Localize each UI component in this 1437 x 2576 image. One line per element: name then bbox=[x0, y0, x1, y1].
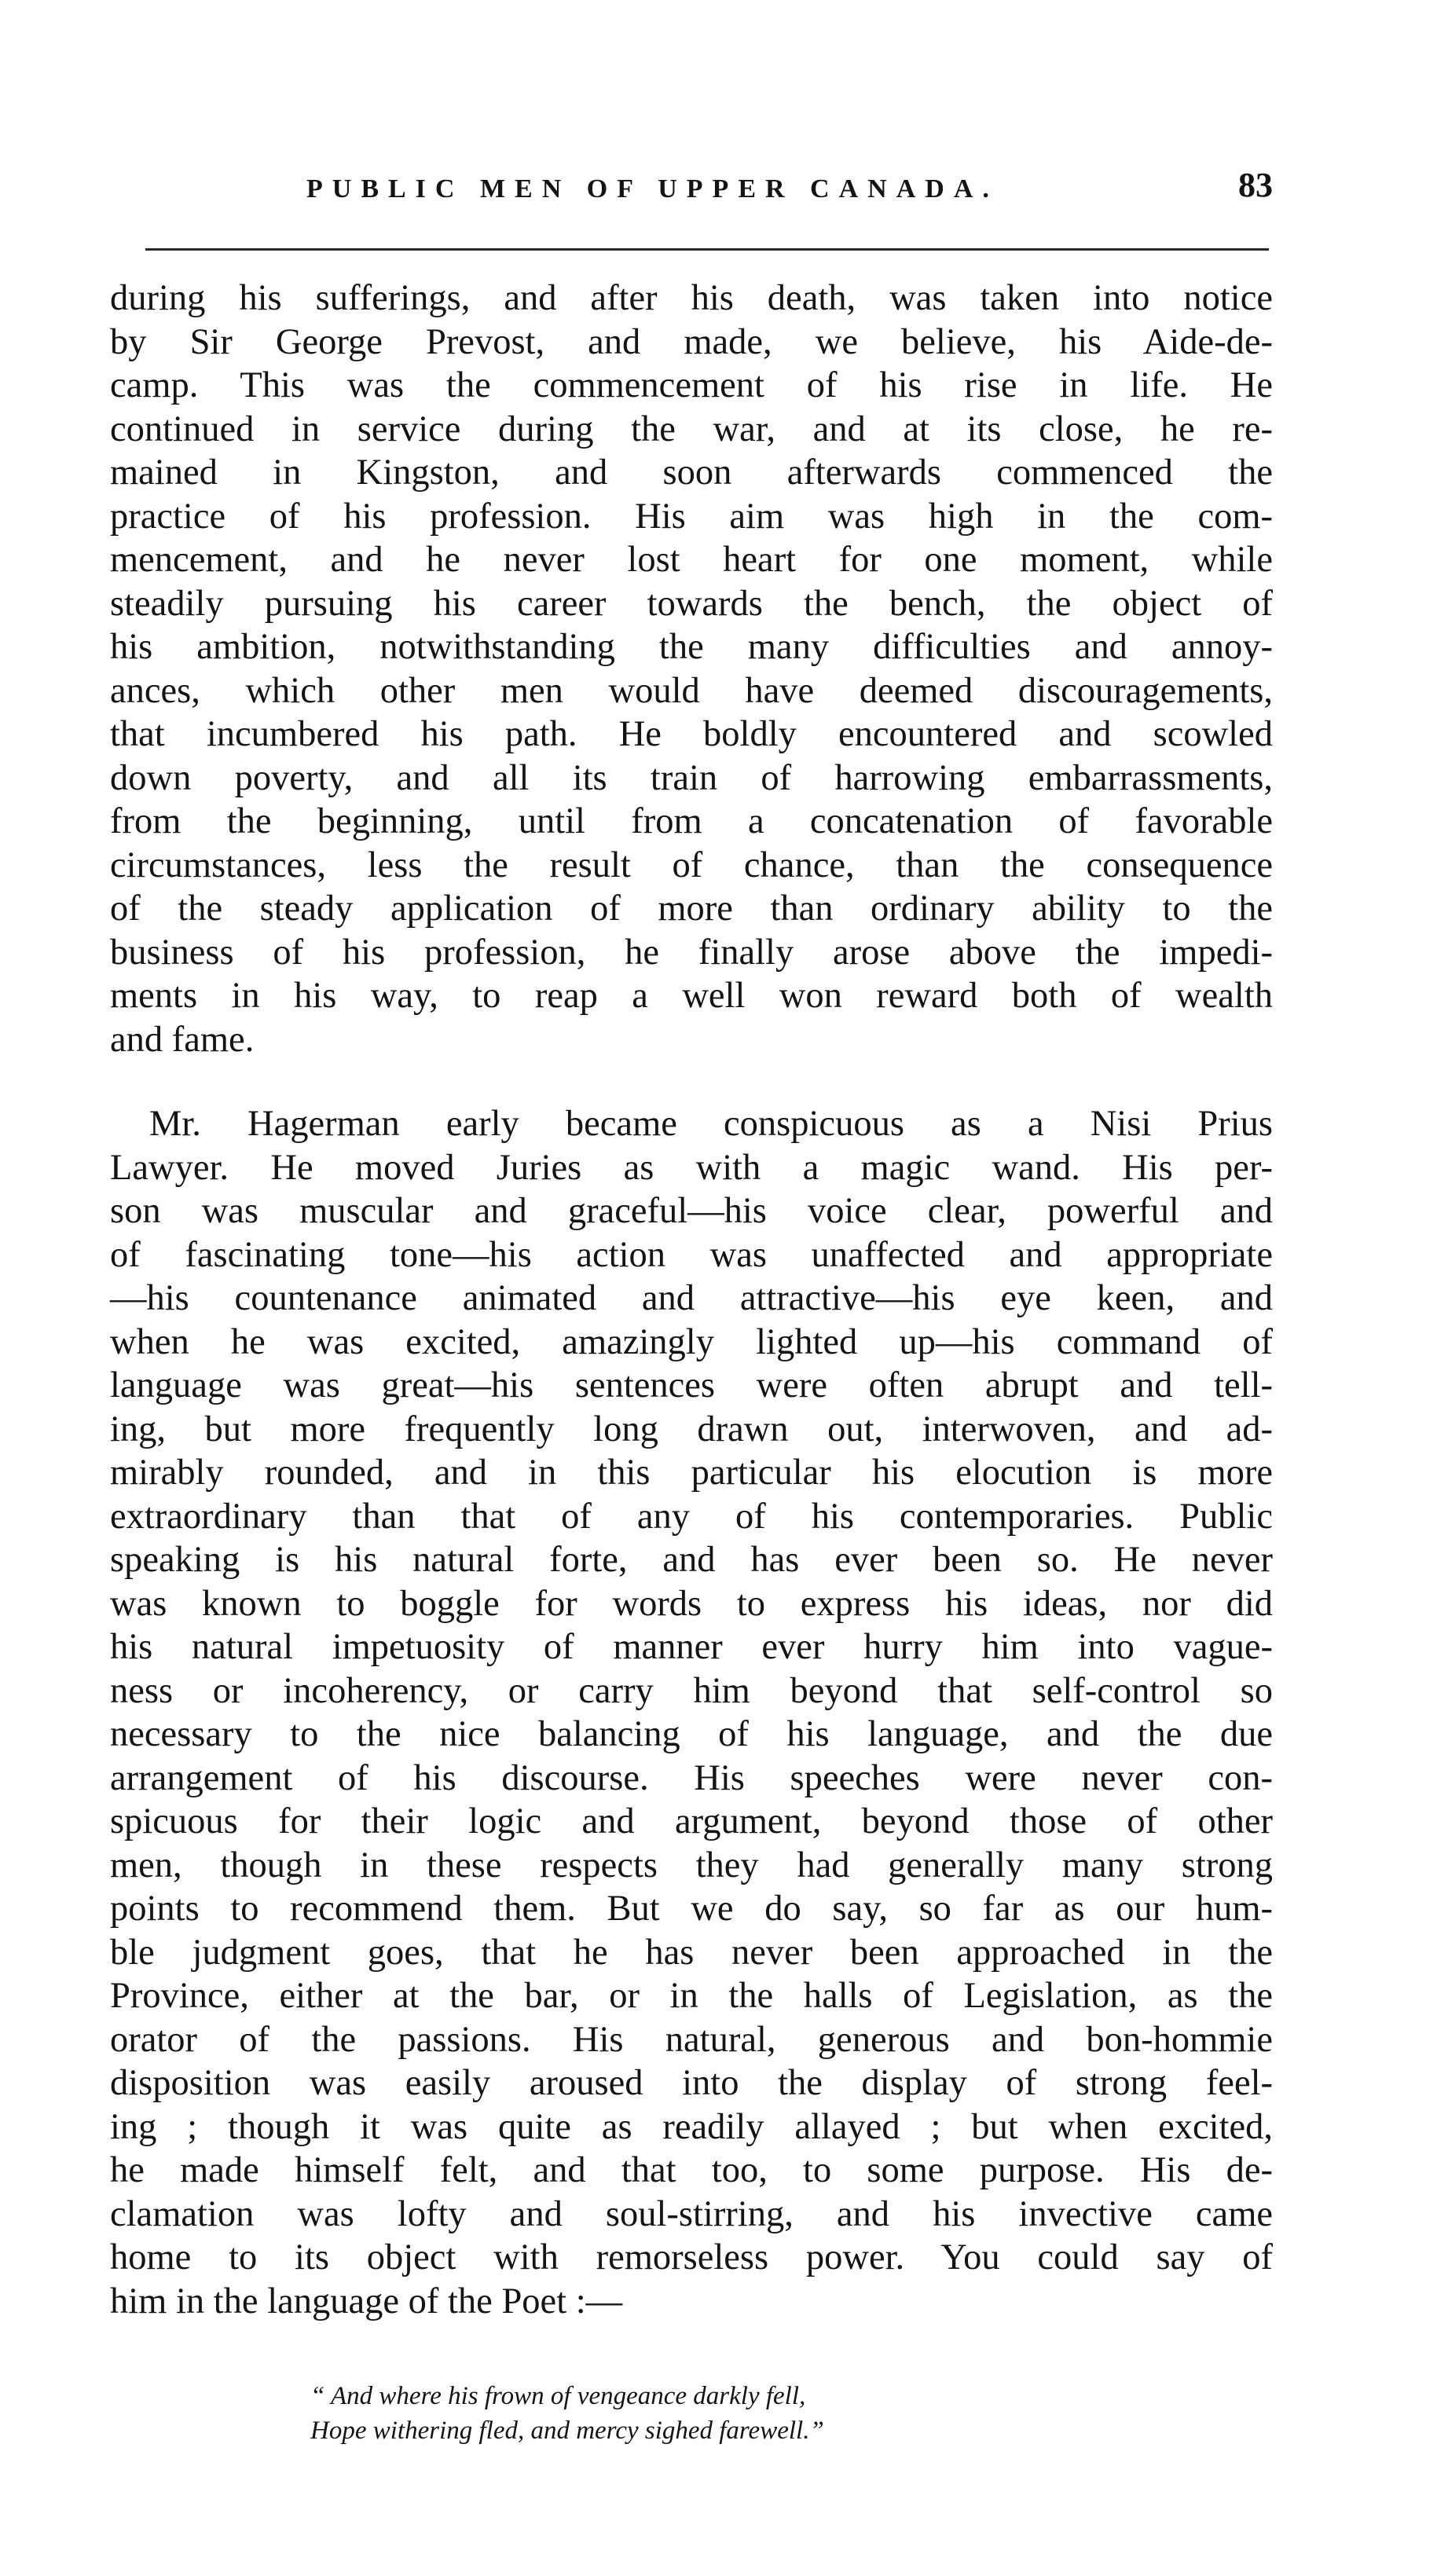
text-line: arrangement of his discourse. His speeches were never con- bbox=[110, 1757, 1273, 1798]
poetry-quotation bbox=[310, 2379, 1096, 2448]
text-line: spicuous for their logic and argument, beyond those of other bbox=[110, 1801, 1273, 1841]
running-title: PUBLIC MEN OF UPPER CANADA. bbox=[306, 174, 999, 203]
text-line: home to its object with remorseless power. You could say of bbox=[110, 2237, 1273, 2277]
text-line: —his countenance animated and attractive—his eye keen, and bbox=[110, 1278, 1273, 1318]
text-line: mirably rounded, and in this particular his elocution is more bbox=[110, 1453, 1273, 1493]
text-line: his ambition, notwithstanding the many difficulties and annoy- bbox=[110, 627, 1273, 667]
paragraph-early-career bbox=[110, 277, 1273, 1061]
text-line: down poverty, and all its train of harrowing embarrassments, bbox=[110, 757, 1273, 798]
text-line: necessary to the nice balancing of his language, and the due bbox=[110, 1714, 1273, 1754]
text-line: circumstances, less the result of chance, than the consequence bbox=[110, 845, 1273, 885]
text-line: extraordinary than that of any of his contemporaries. Public bbox=[110, 1496, 1273, 1537]
text-line: language was great—his sentences were often abrupt and tell- bbox=[110, 1365, 1273, 1405]
text-line: speaking is his natural forte, and has ever been so. He never bbox=[110, 1540, 1273, 1580]
quote-line-2: Hope withering fled, and mercy sighed farewell.” bbox=[310, 2417, 824, 2445]
page-number: 83 bbox=[1238, 166, 1273, 204]
text-line: he made himself felt, and that too, to some purpose. His de- bbox=[110, 2150, 1273, 2190]
text-line: business of his profession, he finally arose above the impedi- bbox=[110, 932, 1273, 973]
text-line: of fascinating tone—his action was unaffected and appropriate bbox=[110, 1234, 1273, 1275]
text-line: mained in Kingston, and soon afterwards commenced the bbox=[110, 453, 1273, 493]
text-line: mencement, and he never lost heart for one moment, while bbox=[110, 540, 1273, 580]
paragraph-nisi-prius-lawyer bbox=[110, 1102, 1273, 2323]
quote-line-1: “ And where his frown of vengeance darkly fell, bbox=[310, 2382, 806, 2410]
body-text bbox=[110, 277, 1273, 2323]
text-line: Province, either at the bar, or in the halls of Legislation, as the bbox=[110, 1976, 1273, 2016]
text-line: him in the language of the Poet :— bbox=[110, 2281, 623, 2321]
text-line: that incumbered his path. He boldly encountered and scowled bbox=[110, 714, 1273, 754]
text-line: clamation was lofty and soul-stirring, and his invective came bbox=[110, 2193, 1273, 2234]
text-line: camp. This was the commencement of his rise in life. He bbox=[110, 365, 1273, 405]
text-line: when he was excited, amazingly lighted up—his command of bbox=[110, 1321, 1273, 1362]
text-line: ments in his way, to reap a well won reward both of wealth bbox=[110, 976, 1273, 1016]
text-line: ble judgment goes, that he has never been approached in the bbox=[110, 1932, 1273, 1973]
text-line: ing ; though it was quite as readily allayed ; but when excited, bbox=[110, 2106, 1273, 2147]
text-line: of the steady application of more than ordinary ability to the bbox=[110, 889, 1273, 929]
text-line: Mr. Hagerman early became conspicuous as a Nisi Prius bbox=[149, 1104, 1273, 1144]
text-line: practice of his profession. His aim was high in the com- bbox=[110, 496, 1273, 537]
text-line: ness or incoherency, or carry him beyond that self-control so bbox=[110, 1670, 1273, 1711]
text-line: disposition was easily aroused into the display of strong feel- bbox=[110, 2063, 1273, 2103]
text-line: from the beginning, until from a concatenation of favorable bbox=[110, 801, 1273, 841]
running-head bbox=[126, 165, 1273, 212]
text-line: steadily pursuing his career towards the bench, the object of bbox=[110, 583, 1273, 624]
text-line: and fame. bbox=[110, 1019, 255, 1060]
text-line: points to recommend them. But we do say, so far as our hum- bbox=[110, 1889, 1273, 1929]
text-line: by Sir George Prevost, and made, we believe, his Aide-de- bbox=[110, 321, 1273, 362]
text-line: was known to boggle for words to express his ideas, nor did bbox=[110, 1583, 1273, 1624]
text-line: son was muscular and graceful—his voice clear, powerful and bbox=[110, 1191, 1273, 1231]
text-line: during his sufferings, and after his death, was taken into notice bbox=[110, 278, 1273, 318]
text-line: his natural impetuosity of manner ever hurry him into vague- bbox=[110, 1627, 1273, 1667]
text-line: continued in service during the war, and at its close, he re- bbox=[110, 409, 1273, 449]
text-line: men, though in these respects they had generally many strong bbox=[110, 1845, 1273, 1885]
text-line: orator of the passions. His natural, generous and bon-hommie bbox=[110, 2019, 1273, 2060]
header-rule bbox=[145, 248, 1269, 251]
text-line: ing, but more frequently long drawn out, interwoven, and ad- bbox=[110, 1409, 1273, 1449]
text-line: ances, which other men would have deemed discouragements, bbox=[110, 670, 1273, 711]
text-line: Lawyer. He moved Juries as with a magic wand. His per- bbox=[110, 1147, 1273, 1188]
